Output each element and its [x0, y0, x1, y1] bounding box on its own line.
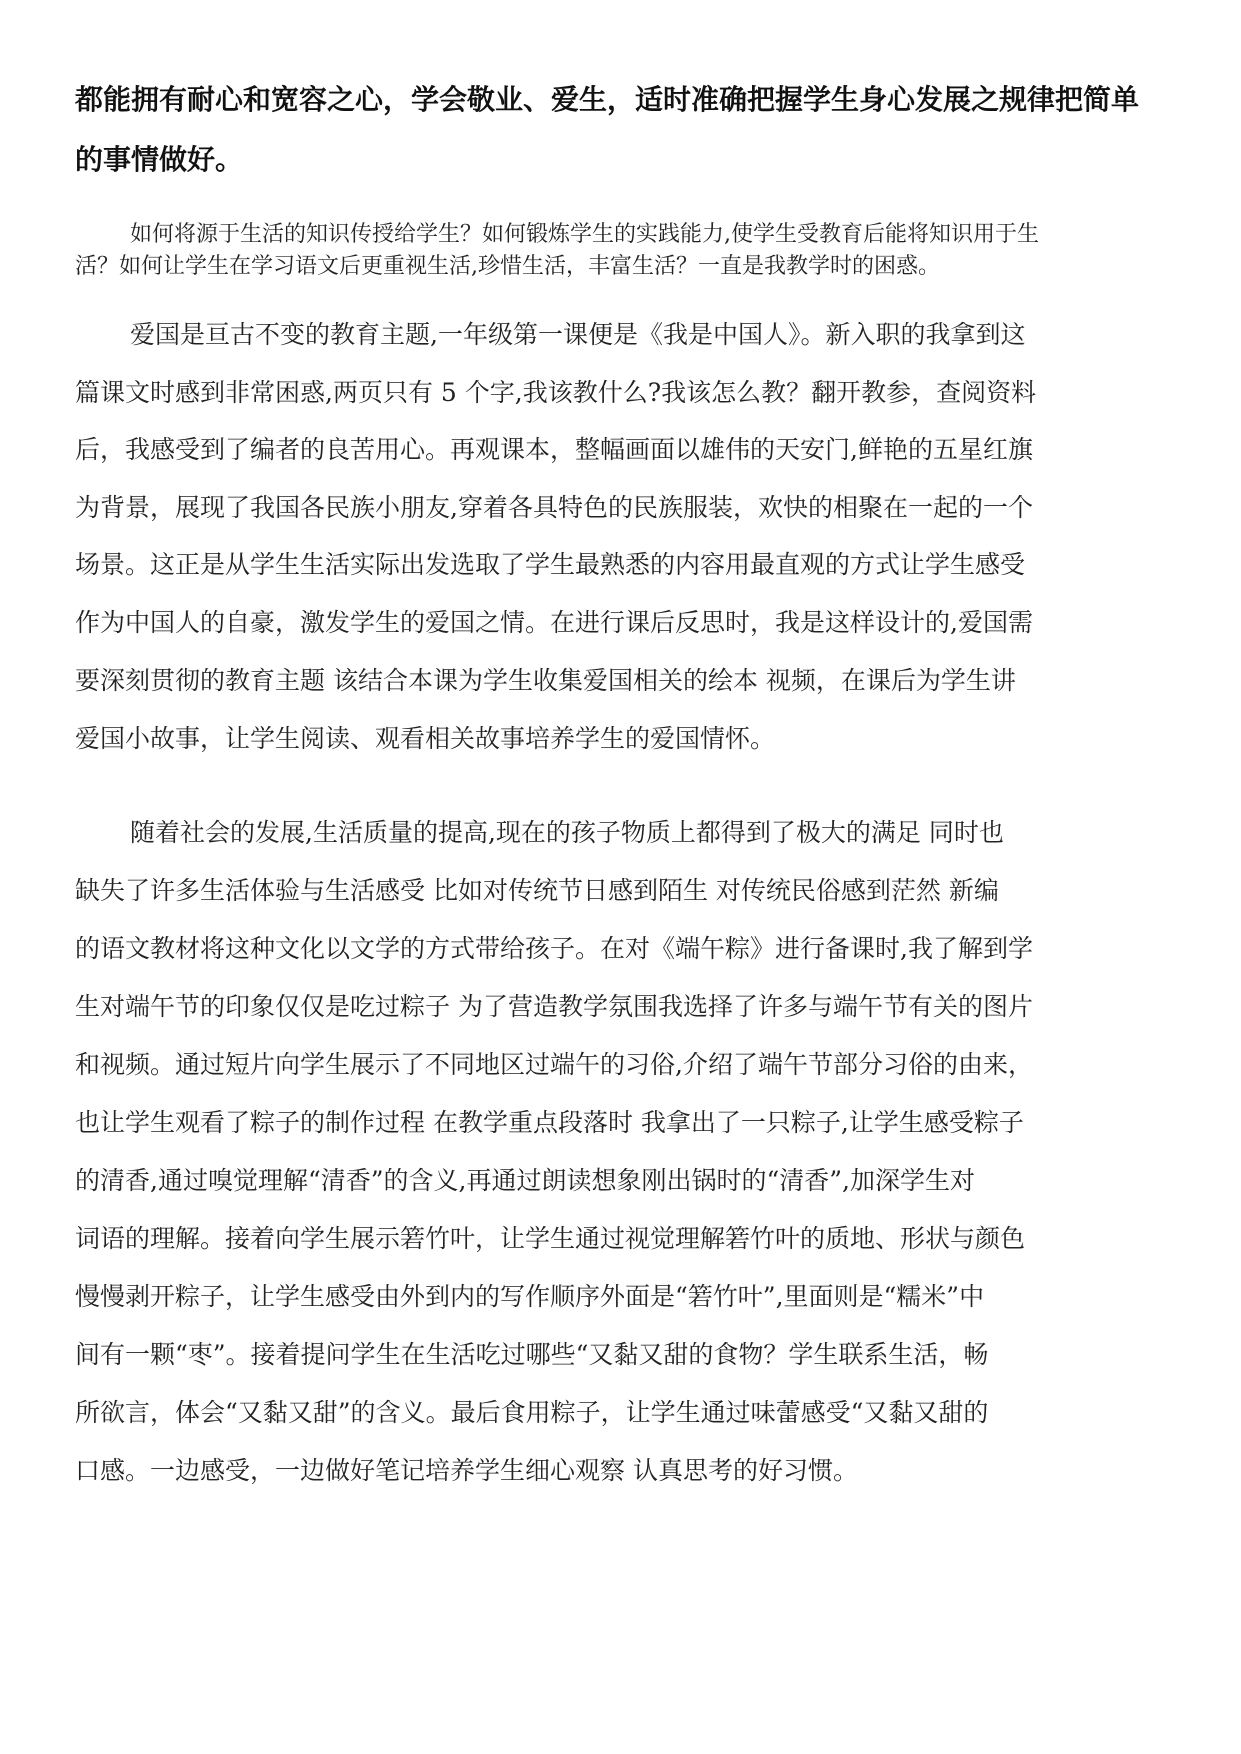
dragonboat-line-10: 间有一颗“枣”。接着提问学生在生活吃过哪些“又黏又甜的食物？学生联系生活，畅	[75, 1340, 989, 1369]
dragonboat-line-2: 缺失了许多生活体验与生活感受 比如对传统节日感到陌生 对传统民俗感到茫然 新编	[75, 876, 999, 905]
dragonboat-line-7: 的清香,通过嗅觉理解“清香”的含义,再通过朗读想象刚出锅时的“清香”,加深学生对	[75, 1166, 975, 1195]
question-line-1: 如何将源于生活的知识传授给学生？如何锻炼学生的实践能力,使学生受教育后能将知识用于生	[130, 222, 1039, 247]
dragonboat-line-1: 随着社会的发展,生活质量的提高,现在的孩子物质上都得到了极大的满足 同时也	[130, 818, 1004, 847]
patriotism-line-5: 场景。这正是从学生生活实际出发选取了学生最熟悉的内容用最直观的方式让学生感受	[75, 550, 1026, 579]
patriotism-line-4: 为背景，展现了我国各民族小朋友,穿着各具特色的民族服装，欢快的相聚在一起的一个	[75, 493, 1033, 522]
dragonboat-line-3: 的语文教材将这种文化以文学的方式带给孩子。在对《端午粽》进行备课时,我了解到学	[75, 934, 1033, 963]
intro-bold-line-2: 的事情做好。	[75, 143, 244, 176]
dragonboat-line-12: 口感。一边感受，一边做好笔记培养学生细心观察 认真思考的好习惯。	[75, 1456, 858, 1485]
patriotism-line-7: 要深刻贯彻的教育主题 该结合本课为学生收集爱国相关的绘本 视频，在课后为学生讲	[75, 666, 1016, 695]
dragonboat-line-6: 也让学生观看了粽子的制作过程 在教学重点段落时 我拿出了一只粽子,让学生感受粽子	[75, 1108, 1024, 1137]
dragonboat-line-4: 生对端午节的印象仅仅是吃过粽子 为了营造教学氛围我选择了许多与端午节有关的图片	[75, 992, 1033, 1021]
patriotism-line-6: 作为中国人的自豪，激发学生的爱国之情。在进行课后反思时，我是这样设计的,爱国需	[75, 608, 1033, 637]
dragonboat-line-11: 所欲言，体会“又黏又甜”的含义。最后食用粽子，让学生通过味蕾感受“又黏又甜的	[75, 1398, 989, 1427]
intro-bold-line-1: 都能拥有耐心和宽容之心，学会敬业、爱生，适时准确把握学生身心发展之规律把简单	[75, 83, 1140, 116]
dragonboat-line-5: 和视频。通过短片向学生展示了不同地区过端午的习俗,介绍了端午节部分习俗的由来，	[75, 1050, 1033, 1079]
question-line-2: 活？如何让学生在学习语文后更重视生活,珍惜生活，丰富生活？一直是我教学时的困惑。	[75, 254, 940, 279]
patriotism-line-3: 后，我感受到了编者的良苦用心。再观课本，整幅画面以雄伟的天安门,鲜艳的五星红旗	[75, 435, 1033, 464]
patriotism-line-8: 爱国小故事，让学生阅读、观看相关故事培养学生的爱国情怀。	[75, 724, 776, 753]
patriotism-line-1: 爱国是亘古不变的教育主题,一年级第一课便是《我是中国人》。新入职的我拿到这	[130, 320, 1026, 349]
dragonboat-line-8: 词语的理解。接着向学生展示箬竹叶，让学生通过视觉理解箬竹叶的质地、形状与颜色	[75, 1224, 1026, 1253]
dragonboat-line-9: 慢慢剥开粽子，让学生感受由外到内的写作顺序外面是“箬竹叶”,里面则是“糯米”中	[75, 1282, 985, 1311]
patriotism-line-2: 篇课文时感到非常困惑,两页只有 5 个字,我该教什么?我该怎么教？翻开教参，查阅资料	[75, 378, 1037, 407]
